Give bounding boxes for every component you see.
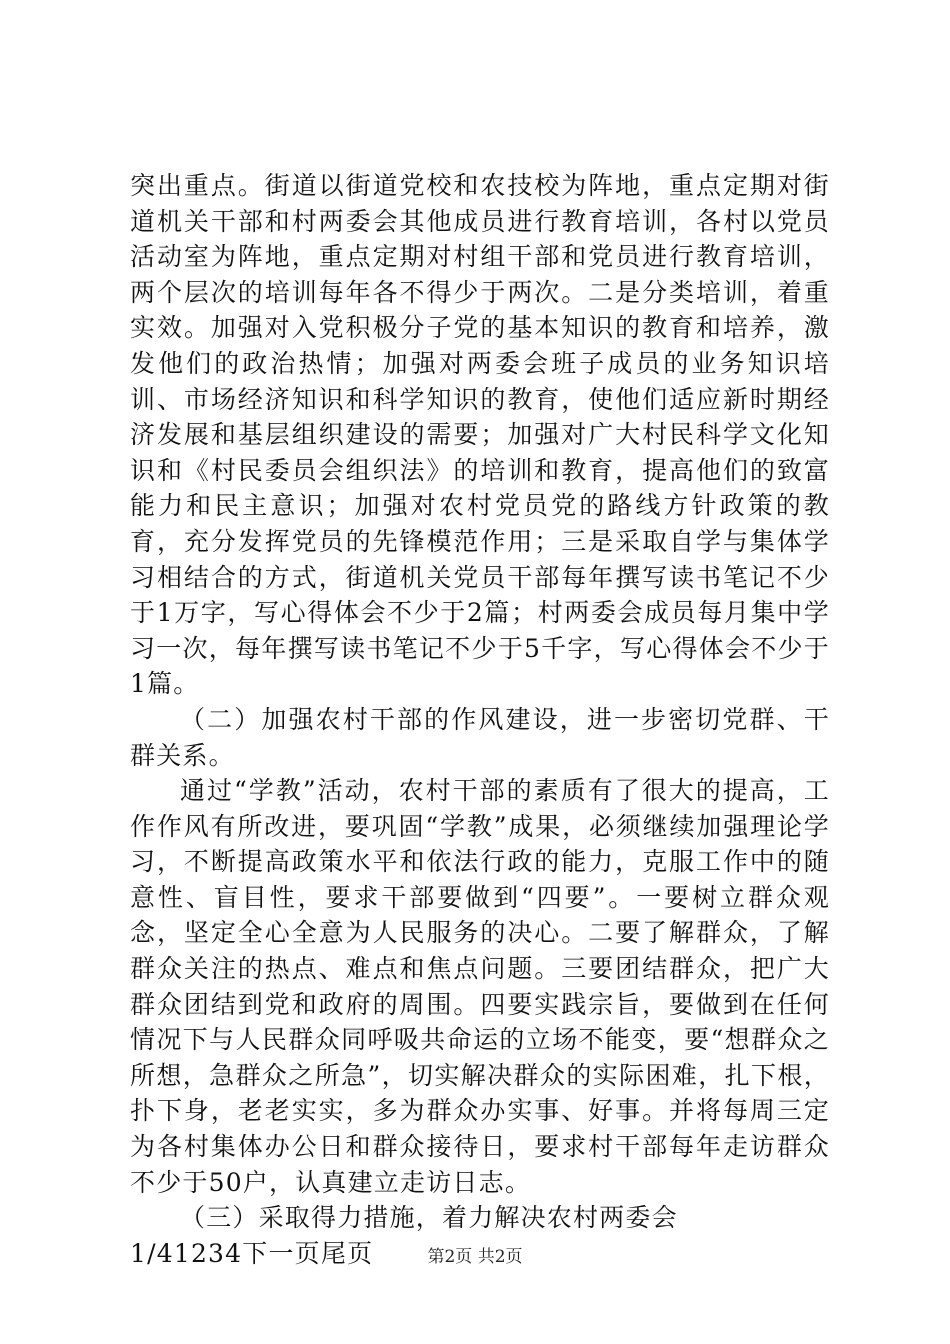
- paragraph-work-style: 通过“学教”活动，农村干部的素质有了很大的提高，工作作风有所改进，要巩固“学教”成果，必须继续加强理论学习，不断提高政策水平和依法行政的能力，克服工作中的随意性、盲目性，要求干部要做到“四要”。一要树立群众观念，坚定全心全意为人民服务的决心。二要了解群众，了解群众关注的热点、难点和焦点问题。三要团结群众，把广大群众团结到党和政府的周围。四要实践宗旨，要做到在任何情况下与人民群众同呼吸共命运的立场不能变，要“想群众之所想，急群众之所急”，切实解决群众的实际困难，扎下根，扑下身，老老实实，多为群众办实事、好事。并将每周三定为各村集体办公日和群众接待日，要求村干部每年走访群众不少于50户，认真建立走访日志。: [130, 776, 830, 1197]
- paragraph-training: 突出重点。街道以街道党校和农技校为阵地，重点定期对街道机关干部和村两委会其他成员进行教育培训，各村以党员活动室为阵地，重点定期对村组干部和党员进行教育培训，两个层次的培训每年各不得少于两次。二是分类培训，着重实效。加强对入党积极分子党的基本知识的教育和培养，激发他们的政治热情；加强对两委会班子成员的业务知识培训、市场经济知识和科学知识的教育，使他们适应新时期经济发展和基层组织建设的需要；加强对广大村民科学文化知识和《村民委员会组织法》的培训和教育，提高他们的致富能力和民主意识；加强对农村党员党的路线方针政策的教育，充分发挥党员的先锋模范作用；三是采取自学与集体学习相结合的方式，街道机关党员干部每年撰写读书笔记不少于1万字，写心得体会不少于2篇；村两委会成员每月集中学习一次，每年撰写读书笔记不少于5千字，写心得体会不少于1篇。: [130, 171, 830, 699]
- section-heading-3: （三）采取得力措施，着力解决农村两委会: [180, 1203, 678, 1233]
- last-page-link[interactable]: 尾页: [320, 1238, 374, 1268]
- page-number-links[interactable]: 1234: [173, 1238, 243, 1268]
- section-heading-2: （二）加强农村干部的作风建设，进一步密切党群、干群关系。: [130, 704, 830, 770]
- next-page-link[interactable]: 下一页: [242, 1238, 321, 1268]
- page-footer: 第2页 共2页: [427, 1247, 523, 1267]
- page-position: 1/4: [130, 1238, 174, 1268]
- document-body: [130, 168, 830, 1271]
